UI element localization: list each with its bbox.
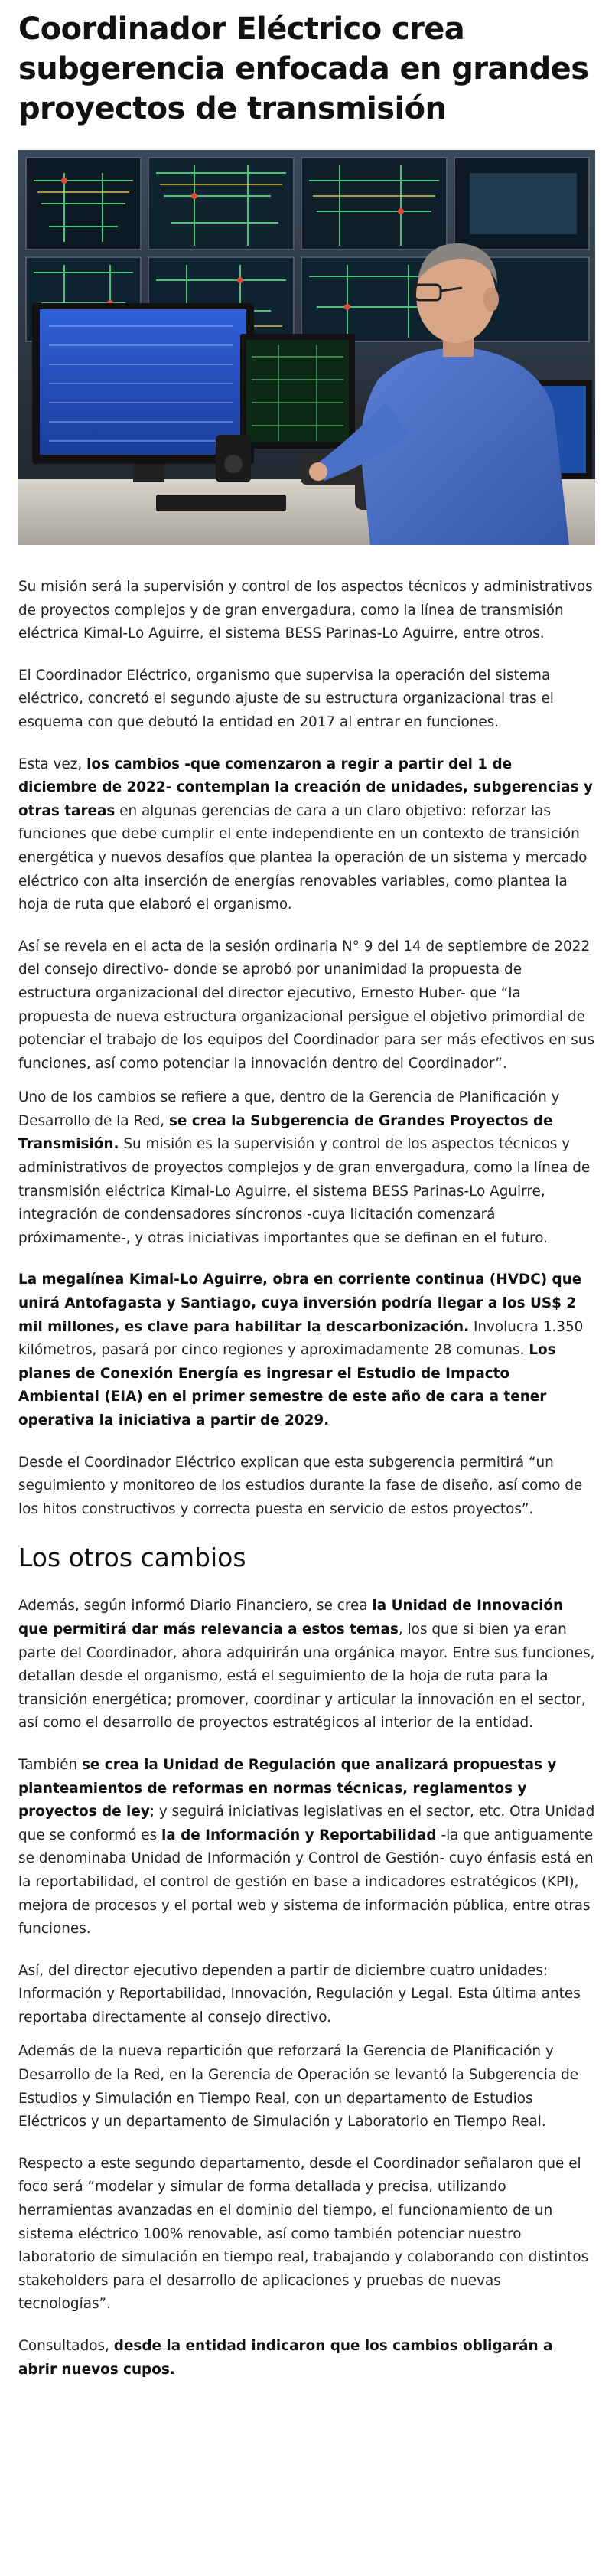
- text: -la que antiguamente se denominaba Unidad de Información y Control de Gestión- cuyo énfasis está en la reportabilidad, el control de gestión en base a indicadores estratégicos (KPI), mejora de procesos y el portal web y sistema de información pública, entre otras funciones.: [18, 1827, 594, 1938]
- hero-image: [18, 150, 595, 545]
- paragraph: [18, 664, 595, 735]
- paragraph: [18, 1268, 595, 1432]
- bold-text: Los planes de Conexión Energía es ingresar el Estudio de Impacto Ambiental (EIA) en el primer semestre de este año de cara a tener operativa la iniciativa a partir de 2029.: [18, 1342, 556, 1428]
- text: Así, del director ejecutivo dependen a partir de diciembre cuatro unidades: Información y Reportabilidad, Innovación, Regulación y Legal. Esta última antes reportaba directamente al consejo directivo.: [18, 1962, 581, 2026]
- text: Esta vez,: [18, 756, 87, 772]
- paragraph: [18, 2040, 595, 2134]
- text: Además de la nueva repartición que reforzará la Gerencia de Planificación y Desarrollo de la Red, en la Gerencia de Operación se levantó la Subgerencia de Estudios y Simulación en Tiempo Real, con un departamento de Estudios Eléctricos y un departamento de Simulación y Laboratorio en Tiempo Real.: [18, 2043, 579, 2130]
- paragraph: [18, 1086, 595, 1250]
- text: ; y seguirá iniciativas legislativas en el sector, etc. Otra Unidad que se conformó es: [18, 1804, 595, 1843]
- paragraph: [18, 1960, 595, 2030]
- text: Consultados,: [18, 2338, 114, 2354]
- paragraph: [18, 1451, 595, 1522]
- article-title: Coordinador Eléctrico crea subgerencia enfocada en grandes proyectos de transmisión: [18, 11, 589, 126]
- text: Involucra 1.350 kilómetros, pasará por cinco regiones y aproximadamente 28 comunas.: [18, 1318, 584, 1359]
- bold-text: se crea la Subgerencia de Grandes Proyectos de Transmisión.: [18, 1112, 553, 1153]
- text: Así se revela en el acta de la sesión ordinaria N° 9 del 14 de septiembre de 2022 del consejo directivo- donde se aprobó por unanimidad la propuesta de estructura organizacional del director ejecutivo, Ernesto Huber- que “la propuesta de nueva estructura organizacional persigue el objetivo primordial de potenciar el trabajo de los equipos del Coordinador para ser más efectivos en sus funciones, así como potenciar la innovación dentro del Coordinador”.: [18, 938, 595, 1072]
- section-heading: Los otros cambios: [18, 1543, 246, 1573]
- paragraph: [18, 1595, 595, 1735]
- paragraph: [18, 1754, 595, 1941]
- bold-text: La megalínea Kimal-Lo Aguirre, obra en corriente continua (HVDC) que unirá Antofagasta y Santiago, cuya inversión podría llegar a los US$ 2 mil millones, es clave para habilitar la descarbonización.: [18, 1272, 582, 1335]
- text: en algunas gerencias de cara a un claro objetivo: reforzar las funciones que debe cumplir el ente independiente en un contexto de transición energética y nuevos desafíos que plantea la operación de un sistema y mercado eléctrico con alta inserción de energías renovables variables, como plantea la hoja de ruta que elaboró el organismo.: [18, 802, 588, 913]
- bold-text: la Unidad de Innovación que permitirá dar más relevancia a estos temas: [18, 1598, 564, 1637]
- bold-text: desde la entidad indicaron que los cambios obligarán a abrir nuevos cupos.: [18, 2338, 553, 2378]
- paragraph: [18, 935, 595, 1076]
- text: El Coordinador Eléctrico, organismo que supervisa la operación del sistema eléctrico, concretó el segundo ajuste de su estructura organizacional tras el esquema con que debutó la entidad en 2017 al entrar en funciones.: [18, 667, 554, 730]
- text: Su misión será la supervisión y control de los aspectos técnicos y administrativos de proyectos complejos y de gran envergadura, como la línea de transmisión eléctrica Kimal-Lo Aguirre, el sistema BESS Parinas-Lo Aguirre, entre otros.: [18, 579, 593, 642]
- text: Además, según informó Diario Financiero, se crea: [18, 1598, 373, 1614]
- paragraph: [18, 753, 595, 917]
- text: También: [18, 1756, 82, 1773]
- text: , los que si bien ya eran parte del Coordinador, ahora adquirirán una orgánica mayor. Entre sus funciones, detallan desde el organismo, está el seguimiento de la hoja de ruta para la transición energética; promover, coordinar y articular la innovación en el sector, así como el desarrollo de proyectos estratégicos al interior de la entidad.: [18, 1621, 595, 1732]
- paragraph: [18, 576, 595, 646]
- text: Su misión es la supervisión y control de los aspectos técnicos y administrativos de proyectos complejos y de gran envergadura, como la línea de transmisión eléctrica Kimal-Lo Aguirre, el sistema BESS Parinas-Lo Aguirre, integración de condensadores síncronos -cuya licitación comenzará próximamente-, y otras iniciativas importantes que se definan en el futuro.: [18, 1136, 591, 1246]
- text: Respecto a este segundo departamento, desde el Coordinador señalaron que el foco será “modelar y simular de forma detallada y precisa, utilizando herramientas avanzadas en el dominio del tiempo, el funcionamiento de un sistema eléctrico 100% renovable, así como también potenciar nuestro laboratorio de simulación en tiempo real, trabajando y colaborando con distintos stakeholders para el desarrollo de aplicaciones y pruebas de nuevas tecnologías”.: [18, 2155, 589, 2313]
- bold-text: la de Información y Reportabilidad: [161, 1827, 437, 1843]
- bold-text: se crea la Unidad de Regulación que analizará propuestas y planteamientos de reformas en normas técnicas, reglamentos y proyectos de ley: [18, 1756, 557, 1820]
- paragraph: [18, 2153, 595, 2316]
- bold-text: los cambios -que comenzaron a regir a partir del 1 de diciembre de 2022- contemplan la creación de unidades, subgerencias y otras tareas: [18, 756, 593, 819]
- article-body: [18, 576, 595, 2382]
- text: Desde el Coordinador Eléctrico explican que esta subgerencia permitirá “un seguimiento y monitoreo de los estudios durante la fase de diseño, así como de los hitos constructivos y correcta puesta en servicio de estos proyectos”.: [18, 1454, 583, 1517]
- paragraph: [18, 2335, 595, 2382]
- text: Uno de los cambios se refiere a que, dentro de la Gerencia de Planificación y Desarrollo de la Red,: [18, 1089, 560, 1129]
- control-room-illustration: [18, 150, 595, 545]
